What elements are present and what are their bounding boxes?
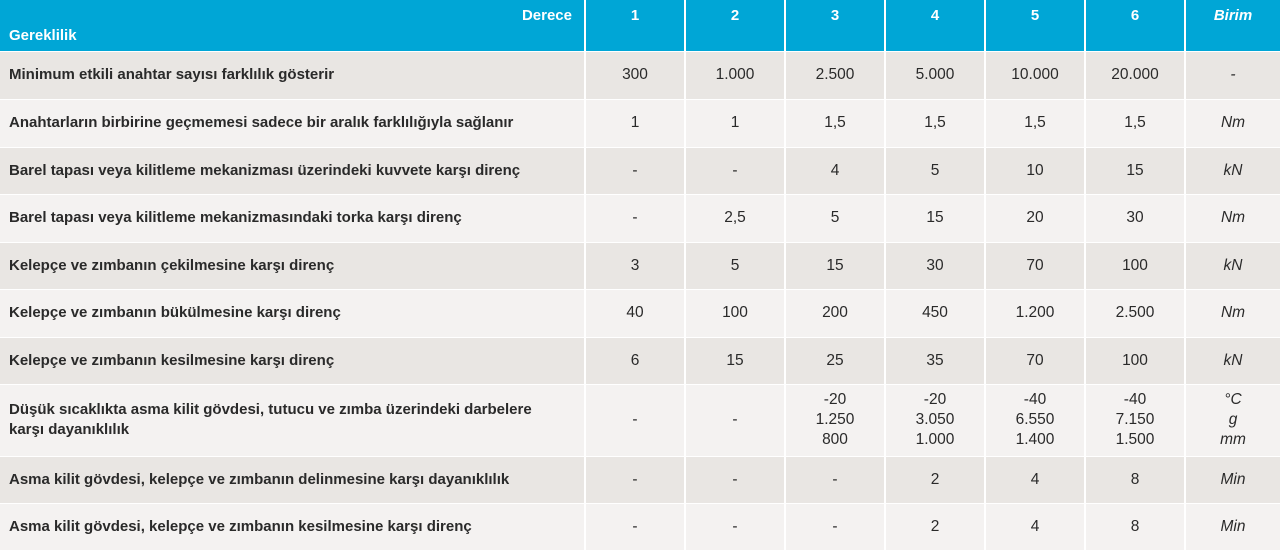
value-cell: 5 xyxy=(685,242,785,289)
value-cell: 2 xyxy=(885,456,985,503)
value-cell: 1 xyxy=(585,99,685,147)
value-cell: - xyxy=(685,456,785,503)
table-body xyxy=(0,51,1280,550)
value-cell: 8 xyxy=(1085,456,1185,503)
value-cell: 1,5 xyxy=(785,99,885,147)
value-cell: -20 3.050 1.000 xyxy=(885,384,985,456)
gereklilik-label: Gereklilik xyxy=(9,26,77,44)
value-cell: 35 xyxy=(885,337,985,384)
value-cell: 1.200 xyxy=(985,289,1085,337)
value-cell: 20 xyxy=(985,194,1085,242)
value-cell: 10.000 xyxy=(985,51,1085,99)
requirement-cell: Barel tapası veya kilitleme mekanizmasındaki torka karşı direnç xyxy=(0,194,585,242)
table-row xyxy=(0,147,1280,194)
value-cell: 70 xyxy=(985,242,1085,289)
value-cell: 30 xyxy=(1085,194,1185,242)
value-cell: 300 xyxy=(585,51,685,99)
value-cell: 2.500 xyxy=(1085,289,1185,337)
table-row xyxy=(0,503,1280,550)
table-row xyxy=(0,337,1280,384)
value-cell: - xyxy=(685,147,785,194)
value-cell: 200 xyxy=(785,289,885,337)
value-cell: 20.000 xyxy=(1085,51,1185,99)
value-cell: 3 xyxy=(585,242,685,289)
value-cell: 5.000 xyxy=(885,51,985,99)
value-cell: 4 xyxy=(785,147,885,194)
value-cell: 100 xyxy=(1085,242,1185,289)
header-corner-cell xyxy=(0,0,585,51)
unit-cell: kN xyxy=(1185,242,1280,289)
unit-cell: kN xyxy=(1185,147,1280,194)
value-cell: -20 1.250 800 xyxy=(785,384,885,456)
value-cell: 1,5 xyxy=(885,99,985,147)
unit-cell: Nm xyxy=(1185,194,1280,242)
value-cell: 2.500 xyxy=(785,51,885,99)
requirement-cell: Minimum etkili anahtar sayısı farklılık gösterir xyxy=(0,51,585,99)
value-cell: 1,5 xyxy=(1085,99,1185,147)
value-cell: 2,5 xyxy=(685,194,785,242)
table-row xyxy=(0,99,1280,147)
unit-cell: Min xyxy=(1185,503,1280,550)
value-cell: 2 xyxy=(885,503,985,550)
value-cell: 15 xyxy=(885,194,985,242)
value-cell: 450 xyxy=(885,289,985,337)
value-cell: 1,5 xyxy=(985,99,1085,147)
value-cell: 15 xyxy=(685,337,785,384)
grade-header-4: 4 xyxy=(885,0,985,51)
value-cell: 6 xyxy=(585,337,685,384)
table-row xyxy=(0,289,1280,337)
value-cell: -40 7.150 1.500 xyxy=(1085,384,1185,456)
value-cell: 5 xyxy=(785,194,885,242)
value-cell: 40 xyxy=(585,289,685,337)
value-cell: 10 xyxy=(985,147,1085,194)
table-row xyxy=(0,242,1280,289)
requirement-cell: Anahtarların birbirine geçmemesi sadece bir aralık farklılığıyla sağlanır xyxy=(0,99,585,147)
grade-header-1: 1 xyxy=(585,0,685,51)
unit-header: Birim xyxy=(1185,0,1280,51)
value-cell: 30 xyxy=(885,242,985,289)
value-cell: - xyxy=(685,503,785,550)
requirement-cell: Kelepçe ve zımbanın çekilmesine karşı direnç xyxy=(0,242,585,289)
value-cell: 1.000 xyxy=(685,51,785,99)
unit-cell: Nm xyxy=(1185,289,1280,337)
value-cell: -40 6.550 1.400 xyxy=(985,384,1085,456)
value-cell: - xyxy=(585,147,685,194)
unit-cell: - xyxy=(1185,51,1280,99)
requirement-cell: Düşük sıcaklıkta asma kilit gövdesi, tutucu ve zımba üzerindeki darbelere karşı dayanıklılık xyxy=(0,384,585,456)
value-cell: - xyxy=(785,456,885,503)
value-cell: 5 xyxy=(885,147,985,194)
requirement-cell: Asma kilit gövdesi, kelepçe ve zımbanın kesilmesine karşı direnç xyxy=(0,503,585,550)
unit-cell: kN xyxy=(1185,337,1280,384)
table-row xyxy=(0,384,1280,456)
value-cell: - xyxy=(585,194,685,242)
value-cell: - xyxy=(585,384,685,456)
unit-cell: °C g mm xyxy=(1185,384,1280,456)
value-cell: - xyxy=(685,384,785,456)
value-cell: 15 xyxy=(785,242,885,289)
value-cell: 25 xyxy=(785,337,885,384)
grade-header-3: 3 xyxy=(785,0,885,51)
value-cell: - xyxy=(585,456,685,503)
value-cell: 15 xyxy=(1085,147,1185,194)
value-cell: - xyxy=(585,503,685,550)
requirement-cell: Asma kilit gövdesi, kelepçe ve zımbanın delinmesine karşı dayanıklılık xyxy=(0,456,585,503)
value-cell: 100 xyxy=(1085,337,1185,384)
unit-cell: Nm xyxy=(1185,99,1280,147)
table-row xyxy=(0,456,1280,503)
unit-cell: Min xyxy=(1185,456,1280,503)
value-cell: - xyxy=(785,503,885,550)
table-row xyxy=(0,51,1280,99)
grade-header-5: 5 xyxy=(985,0,1085,51)
grade-header-2: 2 xyxy=(685,0,785,51)
value-cell: 100 xyxy=(685,289,785,337)
value-cell: 70 xyxy=(985,337,1085,384)
value-cell: 4 xyxy=(985,503,1085,550)
grade-header-6: 6 xyxy=(1085,0,1185,51)
value-cell: 4 xyxy=(985,456,1085,503)
requirement-cell: Kelepçe ve zımbanın bükülmesine karşı direnç xyxy=(0,289,585,337)
table-row xyxy=(0,194,1280,242)
value-cell: 1 xyxy=(685,99,785,147)
derece-label: Derece xyxy=(521,7,572,24)
value-cell: 8 xyxy=(1085,503,1185,550)
requirement-cell: Barel tapası veya kilitleme mekanizması üzerindeki kuvvete karşı direnç xyxy=(0,147,585,194)
requirement-cell: Kelepçe ve zımbanın kesilmesine karşı direnç xyxy=(0,337,585,384)
table-header xyxy=(0,0,1280,51)
